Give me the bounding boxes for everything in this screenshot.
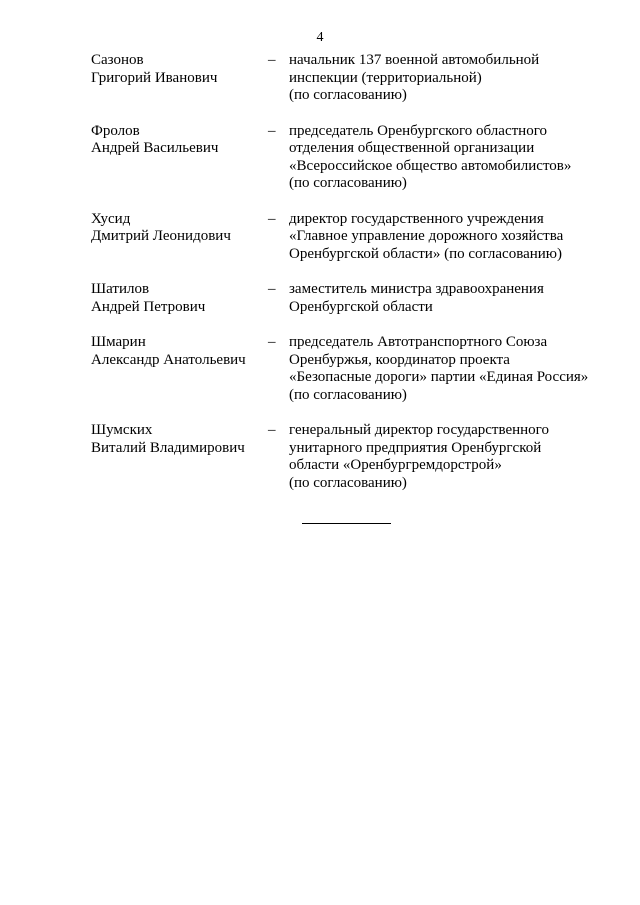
member-given-names: Григорий Иванович — [91, 69, 218, 86]
member-given-names: Дмитрий Леонидович — [91, 228, 231, 244]
position-line: председатель Автотранспортного Союза — [289, 334, 548, 350]
member-name — [91, 52, 261, 87]
separator-dash: – — [268, 210, 276, 227]
member-position — [289, 123, 609, 193]
member-surname: Хусид — [91, 210, 131, 227]
member-position — [289, 281, 609, 316]
position-line: «Безопасные дороги» партии «Единая Россия» — [289, 369, 589, 385]
member-given-names: Андрей Васильевич — [91, 140, 219, 156]
position-line: Оренбуржья, координатор проекта — [289, 351, 510, 368]
member-entry — [0, 52, 640, 105]
page-number: 4 — [316, 30, 324, 45]
member-position — [289, 211, 609, 264]
member-surname: Шмарин — [91, 334, 146, 350]
separator-dash: – — [268, 281, 276, 297]
member-surname: Шатилов — [91, 281, 150, 297]
member-surname: Фролов — [91, 122, 140, 139]
position-line: директор государственного учреждения — [289, 210, 544, 227]
position-line: унитарного предприятия Оренбургской — [289, 439, 542, 456]
position-line: Оренбургской области» (по согласованию) — [289, 245, 563, 262]
member-entry — [0, 334, 640, 404]
position-line: председатель Оренбургского областного — [289, 122, 547, 139]
position-line: (по согласованию) — [289, 386, 407, 403]
position-line: генеральный директор государственного — [289, 422, 549, 438]
member-surname: Шумских — [91, 422, 153, 438]
member-given-names: Виталий Владимирович — [91, 439, 245, 456]
end-of-list-rule — [302, 523, 391, 524]
position-line: начальник 137 военной автомобильной — [289, 52, 540, 68]
position-line: отделения общественной организации — [289, 140, 535, 156]
position-line: «Всероссийское общество автомобилистов» — [289, 157, 572, 174]
separator-dash: – — [268, 422, 276, 438]
member-name — [91, 123, 261, 158]
position-line: Оренбургской области — [289, 298, 433, 315]
member-entry — [0, 211, 640, 264]
member-list — [0, 52, 640, 510]
separator-dash: – — [268, 122, 276, 139]
member-entry — [0, 281, 640, 316]
member-name — [91, 422, 261, 457]
member-entry — [0, 123, 640, 193]
position-line: (по согласованию) — [289, 87, 407, 103]
member-name — [91, 211, 261, 246]
position-line: области «Оренбургремдорстрой» — [289, 457, 502, 473]
position-line: заместитель министра здравоохранения — [289, 281, 544, 297]
position-line: (по согласованию) — [289, 474, 407, 491]
member-given-names: Александр Анатольевич — [91, 351, 246, 368]
member-given-names: Андрей Петрович — [91, 298, 206, 315]
member-name — [91, 334, 261, 369]
member-position — [289, 334, 609, 404]
member-name — [91, 281, 261, 316]
member-entry — [0, 422, 640, 492]
member-surname: Сазонов — [91, 52, 144, 68]
position-line: «Главное управление дорожного хозяйства — [289, 228, 564, 244]
separator-dash: – — [268, 334, 276, 350]
position-line: (по согласованию) — [289, 175, 407, 191]
separator-dash: – — [268, 52, 276, 68]
member-position — [289, 52, 609, 105]
position-line: инспекции (территориальной) — [289, 69, 482, 86]
member-position — [289, 422, 609, 492]
